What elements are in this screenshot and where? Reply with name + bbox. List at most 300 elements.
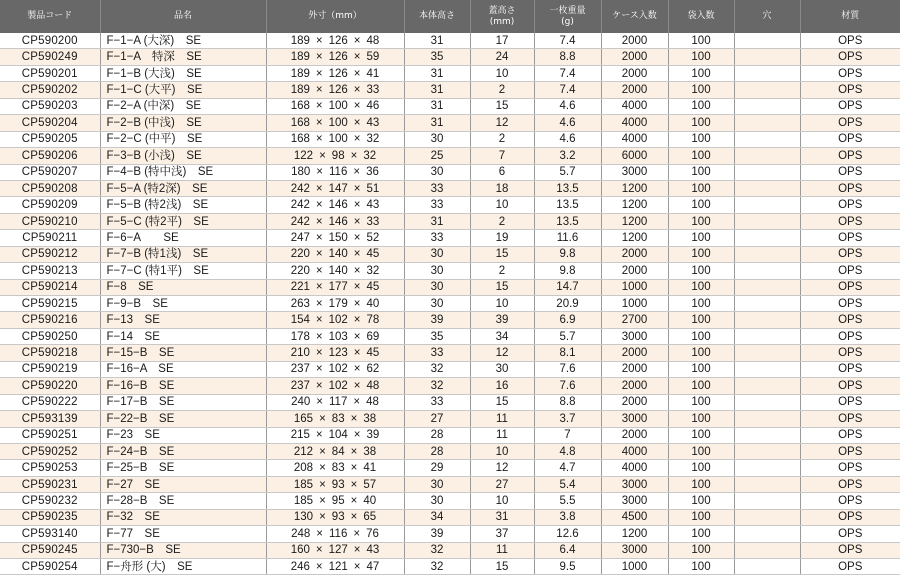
cell-unit-weight: 4.6 xyxy=(534,131,601,147)
dimension-length: 215 xyxy=(290,429,310,442)
cell-product-code: CP593140 xyxy=(0,526,100,542)
dimension-separator: × xyxy=(353,379,361,392)
cell-lid-height: 10 xyxy=(470,443,534,459)
cell-unit-weight: 8.8 xyxy=(534,394,601,410)
cell-case-quantity: 1000 xyxy=(601,296,668,312)
dimension-height: 48 xyxy=(366,34,380,47)
dimension-height: 51 xyxy=(366,182,380,195)
cell-case-quantity: 1200 xyxy=(601,213,668,229)
header-row xyxy=(0,0,900,33)
dimension-height: 62 xyxy=(366,363,380,376)
table-row xyxy=(0,460,900,476)
table-row xyxy=(0,246,900,262)
dimension-separator: × xyxy=(316,166,324,179)
cell-product-code: CP590245 xyxy=(0,542,100,558)
dimension-separator: × xyxy=(319,462,326,475)
cell-bag-quantity: 100 xyxy=(668,148,734,164)
dimension-length: 248 xyxy=(291,527,311,540)
cell-unit-weight: 7.4 xyxy=(534,65,601,81)
cell-hole xyxy=(734,115,800,131)
dimension-length: 189 xyxy=(290,51,310,64)
dimension-separator: × xyxy=(316,527,324,540)
cell-outer-dimensions xyxy=(266,180,404,196)
cell-product-name: F−730−B SE xyxy=(100,542,266,558)
cell-material: OPS xyxy=(800,65,900,81)
cell-bag-quantity: 100 xyxy=(668,197,734,213)
cell-outer-dimensions xyxy=(266,476,404,492)
cell-hole xyxy=(734,213,800,229)
cell-unit-weight: 5.5 xyxy=(534,493,601,509)
cell-body-height: 28 xyxy=(404,443,470,459)
cell-bag-quantity: 100 xyxy=(668,312,734,328)
cell-bag-quantity: 100 xyxy=(668,65,734,81)
cell-product-code: CP590235 xyxy=(0,509,100,525)
cell-product-name: F−4−B (特中浅) SE xyxy=(100,164,266,180)
cell-hole xyxy=(734,443,800,459)
dimension-separator: × xyxy=(353,199,361,212)
cell-outer-dimensions xyxy=(266,328,404,344)
cell-material: OPS xyxy=(800,49,900,65)
dimension-separator: × xyxy=(353,166,361,179)
cell-outer-dimensions xyxy=(266,296,404,312)
cell-bag-quantity: 100 xyxy=(668,164,734,180)
dimension-width: 100 xyxy=(328,100,348,113)
cell-case-quantity: 2000 xyxy=(601,49,668,65)
cell-product-name: F−2−A (中深) SE xyxy=(100,98,266,114)
dimension-length: 168 xyxy=(290,116,310,129)
cell-body-height: 31 xyxy=(404,65,470,81)
cell-material: OPS xyxy=(800,460,900,476)
cell-product-name: F−3−B (小浅) SE xyxy=(100,148,266,164)
cell-product-code: CP590207 xyxy=(0,164,100,180)
cell-case-quantity: 2700 xyxy=(601,312,668,328)
cell-body-height: 28 xyxy=(404,427,470,443)
dimension-width: 102 xyxy=(328,363,348,376)
cell-lid-height: 31 xyxy=(470,509,534,525)
cell-unit-weight: 20.9 xyxy=(534,296,601,312)
dimension-separator: × xyxy=(315,379,323,392)
dimension-width: 146 xyxy=(328,215,348,228)
cell-product-name: F−1−B (大浅) SE xyxy=(100,65,266,81)
cell-lid-height: 10 xyxy=(470,296,534,312)
cell-outer-dimensions xyxy=(266,246,404,262)
dimension-separator: × xyxy=(319,511,326,524)
cell-case-quantity: 4500 xyxy=(601,509,668,525)
cell-body-height: 31 xyxy=(404,98,470,114)
cell-unit-weight: 12.6 xyxy=(534,526,601,542)
cell-product-code: CP590232 xyxy=(0,493,100,509)
dimension-length: 237 xyxy=(290,363,310,376)
cell-outer-dimensions xyxy=(266,148,404,164)
dimension-separator: × xyxy=(350,494,358,507)
cell-product-code: CP590218 xyxy=(0,345,100,361)
cell-body-height: 32 xyxy=(404,542,470,558)
cell-product-code: CP590253 xyxy=(0,460,100,476)
cell-product-code: CP590222 xyxy=(0,394,100,410)
dimension-separator: × xyxy=(319,445,326,458)
cell-product-name: F−14 SE xyxy=(100,328,266,344)
dimension-height: 69 xyxy=(366,330,380,343)
dimension-separator: × xyxy=(315,67,323,80)
table-row xyxy=(0,296,900,312)
header-product-code: 製品コード xyxy=(0,0,100,33)
cell-hole xyxy=(734,460,800,476)
table-row xyxy=(0,559,900,575)
cell-product-name: F−28−B SE xyxy=(100,493,266,509)
cell-outer-dimensions xyxy=(266,213,404,229)
cell-product-code: CP590219 xyxy=(0,361,100,377)
cell-material: OPS xyxy=(800,328,900,344)
cell-hole xyxy=(734,65,800,81)
cell-lid-height: 15 xyxy=(470,559,534,575)
cell-hole xyxy=(734,49,800,65)
cell-product-name: F−9−B SE xyxy=(100,296,266,312)
dimension-height: 43 xyxy=(366,544,380,557)
dimension-separator: × xyxy=(353,347,361,360)
cell-bag-quantity: 100 xyxy=(668,378,734,394)
dimension-width: 98 xyxy=(331,149,345,162)
dimension-length: 130 xyxy=(293,511,314,524)
cell-unit-weight: 3.8 xyxy=(534,509,601,525)
cell-product-code: CP590209 xyxy=(0,197,100,213)
table-row xyxy=(0,49,900,65)
dimension-separator: × xyxy=(353,34,361,47)
dimension-separator: × xyxy=(315,330,323,343)
cell-material: OPS xyxy=(800,131,900,147)
cell-material: OPS xyxy=(800,296,900,312)
cell-product-code: CP590249 xyxy=(0,49,100,65)
cell-body-height: 30 xyxy=(404,493,470,509)
cell-outer-dimensions xyxy=(266,526,404,542)
cell-hole xyxy=(734,411,800,427)
dimension-length: 168 xyxy=(290,133,310,146)
dimension-separator: × xyxy=(353,314,361,327)
cell-unit-weight: 13.5 xyxy=(534,197,601,213)
cell-outer-dimensions xyxy=(266,115,404,131)
cell-case-quantity: 2000 xyxy=(601,33,668,49)
dimension-length: 212 xyxy=(293,445,314,458)
cell-material: OPS xyxy=(800,378,900,394)
cell-material: OPS xyxy=(800,197,900,213)
dimension-height: 45 xyxy=(366,347,380,360)
cell-body-height: 30 xyxy=(404,263,470,279)
cell-lid-height: 7 xyxy=(470,148,534,164)
dimension-width: 126 xyxy=(328,34,348,47)
dimension-height: 46 xyxy=(366,100,380,113)
cell-bag-quantity: 100 xyxy=(668,328,734,344)
cell-unit-weight: 4.6 xyxy=(534,115,601,131)
cell-product-name: F−1−C (大平) SE xyxy=(100,82,266,98)
cell-body-height: 32 xyxy=(404,378,470,394)
dimension-width: 117 xyxy=(329,396,348,409)
cell-unit-weight: 4.6 xyxy=(534,98,601,114)
cell-product-code: CP590251 xyxy=(0,427,100,443)
cell-unit-weight: 3.2 xyxy=(534,148,601,164)
dimension-length: 210 xyxy=(290,347,310,360)
cell-body-height: 31 xyxy=(404,82,470,98)
dimension-width: 123 xyxy=(328,347,348,360)
dimension-length: 122 xyxy=(293,149,314,162)
cell-body-height: 31 xyxy=(404,115,470,131)
cell-bag-quantity: 100 xyxy=(668,345,734,361)
dimension-length: 220 xyxy=(290,264,310,277)
cell-case-quantity: 2000 xyxy=(601,65,668,81)
dimension-length: 178 xyxy=(290,330,310,343)
cell-product-code: CP590208 xyxy=(0,180,100,196)
cell-lid-height: 12 xyxy=(470,115,534,131)
dimension-length: 263 xyxy=(290,297,310,310)
cell-body-height: 30 xyxy=(404,296,470,312)
dimension-separator: × xyxy=(315,429,323,442)
cell-body-height: 33 xyxy=(404,394,470,410)
cell-unit-weight: 7.4 xyxy=(534,33,601,49)
cell-outer-dimensions xyxy=(266,131,404,147)
cell-case-quantity: 4000 xyxy=(601,443,668,459)
cell-product-name: F−5−A (特2深) SE xyxy=(100,180,266,196)
cell-product-code: CP590250 xyxy=(0,328,100,344)
cell-bag-quantity: 100 xyxy=(668,394,734,410)
dimension-width: 93 xyxy=(331,511,345,524)
cell-product-name: F−77 SE xyxy=(100,526,266,542)
dimension-width: 150 xyxy=(328,231,348,244)
cell-lid-height: 12 xyxy=(470,345,534,361)
cell-product-name: F−7−C (特1平) SE xyxy=(100,263,266,279)
cell-outer-dimensions xyxy=(266,559,404,575)
cell-material: OPS xyxy=(800,559,900,575)
cell-bag-quantity: 100 xyxy=(668,509,734,525)
header-hole: 穴 xyxy=(734,0,800,33)
cell-lid-height: 15 xyxy=(470,279,534,295)
cell-bag-quantity: 100 xyxy=(668,131,734,147)
table-row xyxy=(0,312,900,328)
dimension-width: 102 xyxy=(328,314,348,327)
table-row xyxy=(0,65,900,81)
dimension-separator: × xyxy=(315,215,323,228)
cell-unit-weight: 6.9 xyxy=(534,312,601,328)
dimension-length: 208 xyxy=(293,462,314,475)
cell-hole xyxy=(734,526,800,542)
dimension-separator: × xyxy=(353,133,361,146)
dimension-separator: × xyxy=(353,248,361,261)
cell-material: OPS xyxy=(800,476,900,492)
dimension-width: 103 xyxy=(328,330,348,343)
cell-bag-quantity: 100 xyxy=(668,411,734,427)
cell-lid-height: 6 xyxy=(470,164,534,180)
cell-body-height: 30 xyxy=(404,164,470,180)
cell-body-height: 39 xyxy=(404,526,470,542)
cell-outer-dimensions xyxy=(266,279,404,295)
table-row xyxy=(0,279,900,295)
cell-bag-quantity: 100 xyxy=(668,246,734,262)
cell-bag-quantity: 100 xyxy=(668,460,734,476)
dimension-width: 100 xyxy=(328,116,348,129)
table-row xyxy=(0,427,900,443)
cell-body-height: 34 xyxy=(404,509,470,525)
cell-case-quantity: 3000 xyxy=(601,328,668,344)
cell-outer-dimensions xyxy=(266,98,404,114)
dimension-length: 168 xyxy=(290,100,310,113)
dimension-separator: × xyxy=(315,84,323,97)
cell-outer-dimensions xyxy=(266,443,404,459)
cell-lid-height: 15 xyxy=(470,394,534,410)
cell-case-quantity: 2000 xyxy=(601,82,668,98)
cell-hole xyxy=(734,476,800,492)
table-row xyxy=(0,526,900,542)
header-lid-height: 蓋高さ (mm) xyxy=(470,0,534,33)
table-row xyxy=(0,115,900,131)
cell-product-code: CP590201 xyxy=(0,65,100,81)
cell-bag-quantity: 100 xyxy=(668,526,734,542)
dimension-separator: × xyxy=(353,231,361,244)
table-row xyxy=(0,197,900,213)
dimension-length: 180 xyxy=(291,166,311,179)
table-row xyxy=(0,493,900,509)
cell-hole xyxy=(734,328,800,344)
cell-hole xyxy=(734,312,800,328)
cell-hole xyxy=(734,559,800,575)
cell-outer-dimensions xyxy=(266,49,404,65)
cell-case-quantity: 1200 xyxy=(601,197,668,213)
dimension-separator: × xyxy=(353,100,361,113)
cell-unit-weight: 13.5 xyxy=(534,180,601,196)
cell-unit-weight: 5.7 xyxy=(534,164,601,180)
cell-outer-dimensions xyxy=(266,361,404,377)
header-unit-weight: 一枚重量 (g) xyxy=(534,0,601,33)
table-row xyxy=(0,180,900,196)
dimension-height: 33 xyxy=(366,215,380,228)
cell-outer-dimensions xyxy=(266,411,404,427)
cell-lid-height: 2 xyxy=(470,131,534,147)
cell-product-code: CP590214 xyxy=(0,279,100,295)
cell-body-height: 30 xyxy=(404,476,470,492)
header-case-quantity: ケース入数 xyxy=(601,0,668,33)
cell-case-quantity: 1000 xyxy=(601,279,668,295)
cell-bag-quantity: 100 xyxy=(668,213,734,229)
cell-body-height: 30 xyxy=(404,246,470,262)
dimension-height: 76 xyxy=(366,527,379,540)
table-row xyxy=(0,164,900,180)
cell-hole xyxy=(734,361,800,377)
dimension-separator: × xyxy=(353,84,361,97)
dimension-width: 179 xyxy=(328,297,348,310)
dimension-height: 48 xyxy=(366,379,380,392)
cell-lid-height: 12 xyxy=(470,460,534,476)
table-row xyxy=(0,148,900,164)
cell-case-quantity: 4000 xyxy=(601,131,668,147)
dimension-length: 189 xyxy=(290,34,310,47)
cell-body-height: 30 xyxy=(404,131,470,147)
cell-case-quantity: 3000 xyxy=(601,411,668,427)
dimension-separator: × xyxy=(350,445,358,458)
dimension-height: 40 xyxy=(363,494,377,507)
cell-hole xyxy=(734,82,800,98)
cell-product-name: F−22−B SE xyxy=(100,411,266,427)
cell-bag-quantity: 100 xyxy=(668,559,734,575)
dimension-length: 185 xyxy=(293,494,314,507)
cell-outer-dimensions xyxy=(266,542,404,558)
cell-unit-weight: 4.7 xyxy=(534,460,601,476)
cell-product-name: F−32 SE xyxy=(100,509,266,525)
cell-product-name: F−16−B SE xyxy=(100,378,266,394)
dimension-width: 95 xyxy=(331,494,345,507)
dimension-separator: × xyxy=(353,215,361,228)
cell-unit-weight: 7.4 xyxy=(534,82,601,98)
dimension-separator: × xyxy=(315,544,323,557)
dimension-separator: × xyxy=(353,51,361,64)
cell-product-name: F−17−B SE xyxy=(100,394,266,410)
dimension-separator: × xyxy=(350,149,358,162)
dimension-width: 127 xyxy=(328,544,348,557)
cell-outer-dimensions xyxy=(266,493,404,509)
cell-unit-weight: 13.5 xyxy=(534,213,601,229)
cell-outer-dimensions xyxy=(266,33,404,49)
cell-body-height: 35 xyxy=(404,328,470,344)
dimension-separator: × xyxy=(353,527,361,540)
cell-bag-quantity: 100 xyxy=(668,180,734,196)
cell-body-height: 31 xyxy=(404,213,470,229)
cell-hole xyxy=(734,509,800,525)
cell-material: OPS xyxy=(800,394,900,410)
cell-lid-height: 2 xyxy=(470,213,534,229)
dimension-separator: × xyxy=(350,511,358,524)
cell-material: OPS xyxy=(800,33,900,49)
cell-hole xyxy=(734,394,800,410)
cell-material: OPS xyxy=(800,509,900,525)
cell-case-quantity: 2000 xyxy=(601,361,668,377)
cell-material: OPS xyxy=(800,98,900,114)
cell-bag-quantity: 100 xyxy=(668,263,734,279)
dimension-separator: × xyxy=(315,133,323,146)
table-row xyxy=(0,230,900,246)
dimension-height: 48 xyxy=(366,396,379,409)
cell-product-code: CP590213 xyxy=(0,263,100,279)
cell-case-quantity: 2000 xyxy=(601,246,668,262)
table-row xyxy=(0,509,900,525)
cell-outer-dimensions xyxy=(266,460,404,476)
cell-hole xyxy=(734,493,800,509)
dimension-height: 41 xyxy=(363,462,377,475)
cell-body-height: 39 xyxy=(404,312,470,328)
cell-material: OPS xyxy=(800,526,900,542)
dimension-height: 40 xyxy=(366,297,380,310)
table-row xyxy=(0,33,900,49)
dimension-height: 38 xyxy=(363,445,377,458)
cell-product-name: F−13 SE xyxy=(100,312,266,328)
dimension-separator: × xyxy=(353,544,361,557)
dimension-width: 126 xyxy=(328,84,348,97)
cell-bag-quantity: 100 xyxy=(668,443,734,459)
dimension-width: 126 xyxy=(328,67,348,80)
dimension-separator: × xyxy=(353,560,361,573)
cell-outer-dimensions xyxy=(266,82,404,98)
cell-product-code: CP590210 xyxy=(0,213,100,229)
dimension-separator: × xyxy=(350,412,358,425)
dimension-length: 220 xyxy=(290,248,310,261)
cell-outer-dimensions xyxy=(266,312,404,328)
cell-case-quantity: 3000 xyxy=(601,164,668,180)
dimension-separator: × xyxy=(353,182,361,195)
dimension-separator: × xyxy=(353,67,361,80)
cell-lid-height: 34 xyxy=(470,328,534,344)
dimension-separator: × xyxy=(315,297,323,310)
cell-bag-quantity: 100 xyxy=(668,427,734,443)
dimension-length: 242 xyxy=(290,215,310,228)
dimension-height: 39 xyxy=(366,429,380,442)
dimension-length: 247 xyxy=(290,231,310,244)
cell-product-name: F−2−B (中浅) SE xyxy=(100,115,266,131)
cell-case-quantity: 4000 xyxy=(601,98,668,114)
dimension-height: 59 xyxy=(366,51,380,64)
